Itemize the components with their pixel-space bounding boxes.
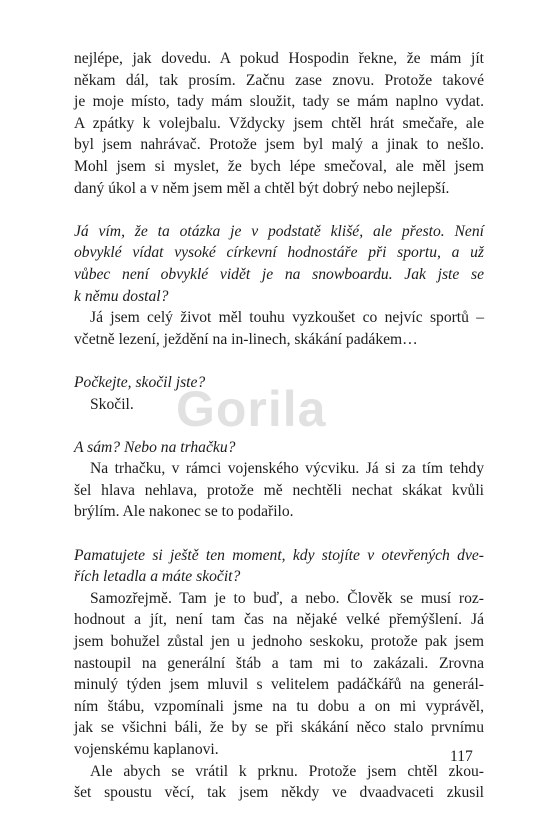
text-line: Mohl jsem si myslet, že bych lépe smečoval, ale měl jsem [74, 157, 484, 175]
text-line: vůbec není obvyklé vidět je na snowboardu. Jak jste se [74, 265, 484, 283]
watermark-logo: Gorila [176, 381, 327, 437]
text-line: A zpátky k volejbalu. Vždycky jsem chtěl hrát smečaře, ale [74, 114, 484, 132]
text-line: obvyklé vídat vysoké církevní hodnostáře při sportu, a už [74, 244, 484, 262]
paragraph-gap [74, 415, 484, 437]
text-line: Pamatujete si ještě ten moment, kdy stojíte v otevřených dve- [74, 546, 484, 564]
question-paragraph [74, 221, 484, 307]
text-line: Samozřejmě. Tam je to buď, a nebo. Člověk se musí roz- [90, 589, 484, 607]
text-line: jak se všichni báli, že by se při skákání něco stalo prvnímu [74, 719, 484, 737]
text-line: Ale abych se vrátil k prknu. Protože jsem chtěl zkou- [90, 762, 484, 780]
answer-paragraph [74, 307, 484, 350]
answer-paragraph [74, 48, 484, 199]
text-line: šel hlava nehlava, protože mě nechtěli nechat skákat kvůli [74, 481, 484, 499]
question-paragraph [74, 372, 484, 394]
paragraph-gap [74, 199, 484, 221]
text-line: ním štábu, vzpomínali jsme na tu dobu a on mi vyprávěl, [74, 697, 484, 715]
text-line: nejlépe, jak dovedu. A pokud Hospodin řekne, že mám jít [74, 50, 484, 67]
text-line: je moje místo, tady mám sloužit, tady se mám naplno vydat. [74, 93, 484, 111]
text-line: Na trhačku, v rámci vojenského výcviku. Já si za tím tehdy [90, 460, 484, 478]
text-line: brýlím. Ale nakonec se to podařilo. [74, 503, 294, 521]
question-paragraph [74, 437, 484, 459]
text-line: k němu dostal? [74, 287, 169, 305]
text-line: minulý týden jsem mluvil s velitelem padáčkářů na generál- [74, 676, 484, 694]
paragraph-gap [74, 523, 484, 545]
text-line: někam dál, tak prosím. Začnu zase znovu. Protože takové [74, 71, 484, 89]
question-paragraph [74, 545, 484, 588]
text-line: Já vím, že ta otázka je v podstatě klišé, ale přesto. Není [74, 222, 484, 240]
page-number: 117 [450, 748, 473, 765]
text-line: nastoupil na generální štáb a tam mi to zakázali. Zrovna [74, 654, 484, 672]
answer-paragraph [74, 394, 484, 416]
text-line: daný úkol a v něm jsem měl a chtěl být dobrý nebo nejlepší. [74, 179, 450, 197]
text-line: šet spoustu věcí, tak jsem někdy ve dvaadvaceti zkusil [74, 784, 484, 802]
text-line: jsem bohužel zůstal jen u jednoho seskoku, protože pak jsem [74, 633, 484, 651]
text-line: vojenskému kaplanovi. [74, 741, 219, 758]
text-line: včetně lezení, ježdění na in-linech, skákání padákem… [74, 330, 418, 348]
text-line: Skočil. [90, 395, 134, 413]
text-line: řích letadla a máte skočit? [74, 568, 241, 586]
text-line: hodnout a jít, není tam čas na nějaké velké přemýšlení. Já [74, 611, 484, 629]
page-body [74, 48, 484, 804]
text-line: Počkejte, skočil jste? [74, 373, 206, 391]
answer-paragraph [74, 761, 484, 804]
text-line: byl jsem nahrávač. Protože jsem byl malý a jinak to nešlo. [74, 136, 484, 154]
text-line: A sám? Nebo na trhačku? [74, 438, 236, 456]
paragraph-gap [74, 350, 484, 372]
text-line: Já jsem celý život měl touhu vyzkoušet co nejvíc sportů – [90, 309, 484, 327]
answer-paragraph [74, 458, 484, 523]
answer-paragraph [74, 588, 484, 761]
